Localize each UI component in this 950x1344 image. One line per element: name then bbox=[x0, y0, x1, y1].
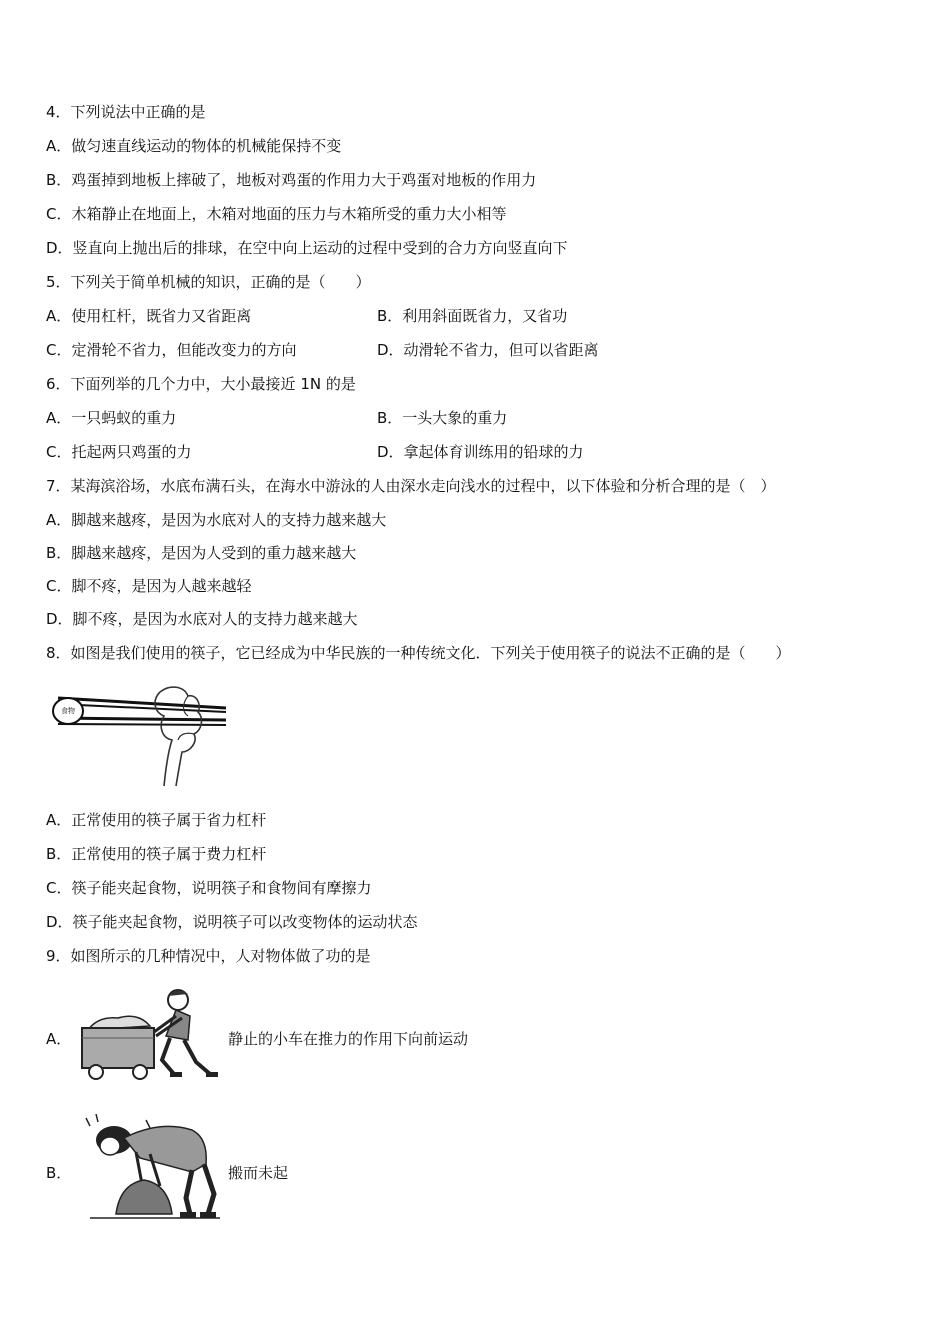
q8-option-d: D．筷子能夹起食物，说明筷子可以改变物体的运动状态 bbox=[46, 913, 418, 931]
q6-option-a: A．一只蚂蚁的重力 bbox=[46, 409, 177, 427]
push-cart-figure bbox=[78, 986, 220, 1082]
q6-option-b: B．一头大象的重力 bbox=[377, 409, 508, 427]
q6-stem: 6．下面列举的几个力中，大小最接近 1N 的是 bbox=[46, 375, 356, 393]
q5-option-d: D．动滑轮不省力，但可以省距离 bbox=[377, 341, 599, 359]
q4-option-d: D．竖直向上抛出后的排球，在空中向上运动的过程中受到的合力方向竖直向下 bbox=[46, 239, 568, 257]
q8-option-c: C．筷子能夹起食物，说明筷子和食物间有摩擦力 bbox=[46, 879, 372, 897]
q7-option-a: A．脚越来越疼，是因为水底对人的支持力越来越大 bbox=[46, 511, 387, 529]
food-label: 食物 bbox=[61, 707, 75, 715]
q9-option-a-caption: 静止的小车在推力的作用下向前运动 bbox=[228, 1030, 469, 1048]
q5-option-c: C．定滑轮不省力，但能改变力的方向 bbox=[46, 341, 297, 359]
q9-option-b-label: B． bbox=[46, 1164, 72, 1182]
lift-stone-figure bbox=[80, 1114, 224, 1222]
person-lifting-stone-icon bbox=[80, 1114, 224, 1222]
chopsticks-hand-icon bbox=[48, 682, 232, 788]
q5-stem: 5．下列关于简单机械的知识，正确的是（ ） bbox=[46, 273, 371, 291]
q4-stem: 4．下列说法中正确的是 bbox=[46, 103, 206, 121]
q8-stem: 8．如图是我们使用的筷子，它已经成为中华民族的一种传统文化．下列关于使用筷子的说法不正确的是（ ） bbox=[46, 644, 791, 662]
q9-option-a-label: A． bbox=[46, 1030, 72, 1048]
q4-option-a: A．做匀速直线运动的物体的机械能保持不变 bbox=[46, 137, 342, 155]
q4-option-c: C．木箱静止在地面上，木箱对地面的压力与木箱所受的重力大小相等 bbox=[46, 205, 507, 223]
chopsticks-figure bbox=[48, 682, 232, 788]
q7-stem: 7．某海滨浴场，水底布满石头，在海水中游泳的人由深水走向浅水的过程中，以下体验和分析合理的是（ ） bbox=[46, 477, 776, 495]
q7-option-c: C．脚不疼，是因为人越来越轻 bbox=[46, 577, 252, 595]
q9-stem: 9．如图所示的几种情况中，人对物体做了功的是 bbox=[46, 947, 371, 965]
person-pushing-cart-icon bbox=[78, 986, 220, 1082]
q6-option-c: C．托起两只鸡蛋的力 bbox=[46, 443, 192, 461]
q4-option-b: B．鸡蛋掉到地板上摔破了，地板对鸡蛋的作用力大于鸡蛋对地板的作用力 bbox=[46, 171, 537, 189]
q7-option-b: B．脚越来越疼，是因为人受到的重力越来越大 bbox=[46, 544, 357, 562]
q6-option-d: D．拿起体育训练用的铅球的力 bbox=[377, 443, 584, 461]
q7-option-d: D．脚不疼，是因为水底对人的支持力越来越大 bbox=[46, 610, 358, 628]
q8-option-b: B．正常使用的筷子属于费力杠杆 bbox=[46, 845, 267, 863]
q9-option-b-caption: 搬而未起 bbox=[228, 1164, 289, 1182]
q5-option-b: B．利用斜面既省力，又省功 bbox=[377, 307, 568, 325]
q5-option-a: A．使用杠杆，既省力又省距离 bbox=[46, 307, 252, 325]
q8-option-a: A．正常使用的筷子属于省力杠杆 bbox=[46, 811, 267, 829]
